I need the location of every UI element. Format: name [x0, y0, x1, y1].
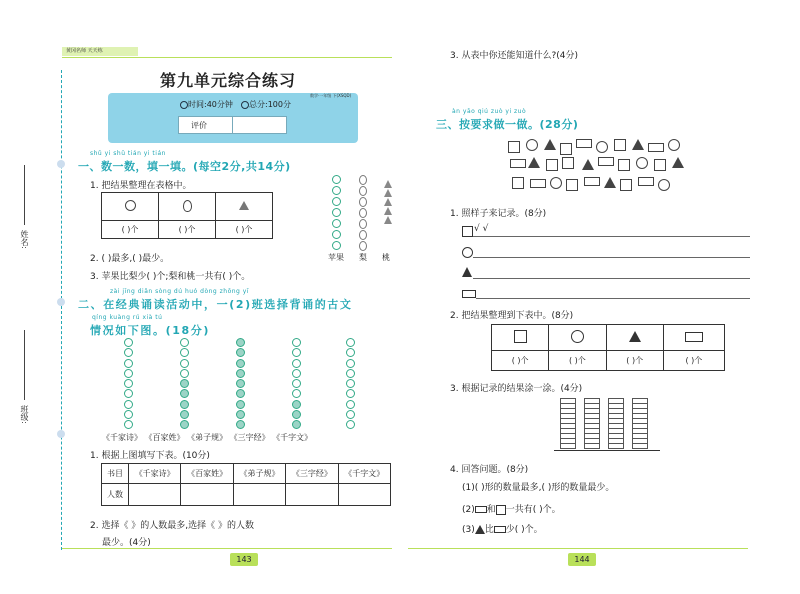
q4-3-mid: 比 [484, 525, 494, 535]
triangle-icon [604, 177, 616, 188]
side-dot-icon [57, 160, 65, 168]
square-icon [562, 157, 574, 169]
bead [292, 420, 301, 429]
shape-cell-circle [549, 325, 606, 351]
square-icon [654, 159, 666, 171]
square-count[interactable]: ( )个 [492, 351, 549, 371]
bead [180, 400, 189, 409]
record-example: √ √ [474, 224, 489, 234]
circle-icon [658, 179, 670, 191]
info-box [108, 93, 358, 143]
apple-cell [102, 193, 159, 221]
record-line-2[interactable] [473, 257, 750, 258]
bead [124, 389, 133, 398]
apple-count: ( )个 [102, 221, 159, 239]
bead [346, 379, 355, 388]
bead-column-2 [180, 338, 189, 432]
bead [346, 410, 355, 419]
header-rule [62, 57, 392, 58]
bead [346, 338, 355, 347]
triangle-icon [544, 139, 556, 150]
shape-table [491, 324, 725, 371]
q3-question: 3. 从表中你还能知道什么?(4分) [450, 51, 578, 61]
fruit-stack-peach [384, 180, 394, 224]
bead [124, 348, 133, 357]
peach-count: ( )个 [216, 221, 273, 239]
bead [236, 420, 245, 429]
bead [346, 359, 355, 368]
rectangle-icon [685, 332, 703, 342]
sec1-pinyin: shǔ yi shǔ tián yi tián [90, 150, 166, 157]
fruit-stack-apple [332, 175, 340, 250]
square-icon [560, 143, 572, 155]
grade-badge: 数学·一年级 下(XSQD) [310, 93, 352, 98]
record-line-3[interactable] [473, 278, 750, 279]
triangle-icon [632, 139, 644, 150]
bead [180, 338, 189, 347]
bead [124, 400, 133, 409]
bead-column-5 [346, 338, 355, 432]
sec2-pinyin-1: zài jīng diǎn sòng dú huó dòng zhōng yī [110, 288, 249, 295]
rectangle-icon [638, 177, 654, 186]
bead [124, 379, 133, 388]
side-dot-icon [57, 430, 65, 438]
eval-box [178, 116, 287, 134]
bead [346, 389, 355, 398]
bead-column-4 [292, 338, 301, 432]
triangle-icon [582, 159, 594, 170]
square-icon [514, 330, 527, 343]
score-icon [241, 101, 249, 109]
grid-cell[interactable] [560, 443, 576, 449]
q4-3-post: 少( )个。 [505, 525, 543, 535]
bead [236, 379, 245, 388]
eval-label: 评价 [191, 121, 207, 130]
book-table [101, 463, 391, 506]
table-row-label: 人数 [102, 484, 129, 506]
bead [236, 369, 245, 378]
table-book-cell: 《千字文》 [338, 464, 390, 484]
bead [346, 420, 355, 429]
triangle-count[interactable]: ( )个 [606, 351, 663, 371]
binding-line [61, 70, 62, 550]
bead [292, 410, 301, 419]
peach-icon [239, 201, 249, 210]
q2-2-line2: 最少。(4分) [102, 538, 151, 548]
fruit-label-peach: 桃 [382, 253, 390, 262]
rectangle-icon [584, 177, 600, 186]
r-q1: 1. 照样子来记录。(8分) [450, 209, 547, 219]
square-icon [546, 159, 558, 171]
apple-icon [125, 200, 136, 211]
bead [236, 359, 245, 368]
bead [180, 420, 189, 429]
bead [292, 389, 301, 398]
q1-1: 1. 把结果整理在表格中。 [90, 181, 192, 191]
square-icon [508, 141, 520, 153]
series-tag: 黄冈名师 天天练 [62, 47, 138, 56]
sec2-title-line1: 二、在经典诵读活动中，一(2)班选择背诵的古文 [78, 298, 353, 311]
bead [180, 348, 189, 357]
side-name-line [24, 165, 25, 225]
shape-cell-triangle [606, 325, 663, 351]
bead [180, 379, 189, 388]
q2-1: 1. 根据上图填写下表。(10分) [90, 451, 210, 461]
right-page [400, 0, 800, 594]
fruit-label-apple: 苹果 [328, 253, 344, 262]
r-q4-3 [462, 522, 543, 535]
triangle-icon [672, 157, 684, 168]
square-icon [462, 226, 473, 237]
bead [292, 359, 301, 368]
bead [236, 338, 245, 347]
r-q3: 3. 根据记录的结果涂一涂。(4分) [450, 384, 583, 394]
book-row [102, 432, 312, 443]
bead [124, 410, 133, 419]
rectangle-icon [648, 143, 664, 152]
side-name-label: 姓名: [20, 230, 29, 249]
triangle-icon [475, 525, 485, 534]
fruit-table [101, 192, 273, 239]
table-head-cell: 书目 [102, 464, 129, 484]
r-q4-1: (1)( )形的数量最多,( )形的数量最少。 [462, 483, 615, 493]
sec2-title-line2: 情况如下图。(18分) [90, 324, 210, 337]
circle-icon [571, 330, 584, 343]
bead [180, 410, 189, 419]
record-line-1[interactable] [473, 236, 750, 237]
shape-cell-square [492, 325, 549, 351]
record-line-4[interactable] [476, 298, 750, 299]
table-book-cell: 《三字经》 [286, 464, 338, 484]
book-label: 《百家姓》 [144, 433, 185, 442]
triangle-icon [528, 157, 540, 168]
bead [236, 389, 245, 398]
square-icon [496, 505, 506, 515]
circle-count[interactable]: ( )个 [549, 351, 606, 371]
bead [236, 410, 245, 419]
grid-baseline [554, 450, 660, 451]
table-book-cell: 《百家姓》 [181, 464, 233, 484]
square-icon [614, 139, 626, 151]
bead [346, 400, 355, 409]
bead [292, 338, 301, 347]
bead [236, 400, 245, 409]
r-q2: 2. 把结果整理到下表中。(8分) [450, 311, 574, 321]
q4-3-pre: (3) [462, 525, 475, 535]
bead [124, 369, 133, 378]
grid-cell[interactable] [632, 443, 648, 449]
side-class-line [24, 330, 25, 400]
side-dot-icon [57, 298, 65, 306]
triangle-icon [462, 267, 472, 277]
q2-2-line1: 2. 选择《 》的人数最多,选择《 》的人数 [90, 521, 255, 531]
footer-rule [408, 548, 748, 549]
bead [346, 369, 355, 378]
shape-cell-rectangle [663, 325, 724, 351]
rectangle-icon [510, 159, 526, 168]
triangle-icon [629, 331, 641, 342]
shape-cluster [500, 135, 700, 197]
sec1-title: 一、数一数，填一填。(每空2分,共14分) [78, 160, 291, 173]
rectangle-icon [475, 506, 487, 513]
q1-3: 3. 苹果比梨少( )个;梨和桃一共有( )个。 [90, 272, 251, 282]
table-book-cell: 《千家诗》 [129, 464, 181, 484]
time-text: 时间:40分钟 [188, 100, 233, 109]
page-number: 144 [568, 553, 596, 566]
circle-icon [668, 139, 680, 151]
page-number: 143 [230, 553, 258, 566]
book-label: 《三字经》 [229, 433, 270, 442]
side-class-label: 班级: [20, 405, 29, 424]
rectangle-icon [530, 179, 546, 188]
square-icon [618, 159, 630, 171]
q1-2: 2. ( )最多,( )最少。 [90, 254, 170, 264]
rectangle-count[interactable]: ( )个 [663, 351, 724, 371]
sec3-pinyin: àn yāo qiú zuò yi zuò [452, 108, 527, 115]
bead-column-1 [124, 338, 133, 432]
bead-chart [100, 338, 400, 433]
book-label: 《千家诗》 [102, 433, 142, 442]
bead [180, 359, 189, 368]
table-book-cell: 《弟子规》 [233, 464, 285, 484]
q4-2-pre: (2) [462, 505, 475, 515]
square-icon [620, 179, 632, 191]
square-icon [512, 177, 524, 189]
peach-cell [216, 193, 273, 221]
bead [292, 348, 301, 357]
bead [124, 420, 133, 429]
rectangle-icon [576, 139, 592, 148]
bead [180, 369, 189, 378]
bead [346, 348, 355, 357]
grid-cell[interactable] [584, 443, 600, 449]
circle-icon [636, 157, 648, 169]
book-label: 《弟子规》 [187, 433, 228, 442]
r-q4: 4. 回答问题。(8分) [450, 465, 529, 475]
clock-icon [180, 101, 188, 109]
bead [180, 389, 189, 398]
rectangle-icon [598, 157, 614, 166]
bead [292, 369, 301, 378]
pear-icon [183, 200, 192, 212]
square-icon [566, 179, 578, 191]
footer-rule [62, 548, 392, 549]
pear-cell [159, 193, 216, 221]
circle-icon [550, 177, 562, 189]
table-empty-cell[interactable] [181, 484, 233, 506]
score-text: 总分:100分 [249, 100, 291, 109]
bead [292, 379, 301, 388]
circle-icon [462, 247, 473, 258]
table-empty-cell[interactable] [338, 484, 390, 506]
table-empty-cell[interactable] [129, 484, 181, 506]
fruit-label-pear: 梨 [359, 253, 367, 262]
sec2-pinyin-2: qíng kuàng rú xià tú [92, 314, 163, 321]
book-label: 《千字文》 [272, 433, 313, 442]
bead [124, 359, 133, 368]
coloring-grid[interactable] [560, 398, 660, 454]
r-q4-2 [462, 502, 561, 515]
q4-2-post: 一共有( )个。 [505, 505, 561, 515]
sec3-title: 三、按要求做一做。(28分) [436, 118, 579, 131]
bead [236, 348, 245, 357]
bead [124, 338, 133, 347]
rectangle-icon [494, 526, 506, 533]
eval-divider [232, 117, 233, 133]
bead [292, 400, 301, 409]
grid-cell[interactable] [608, 443, 624, 449]
table-empty-cell[interactable] [286, 484, 338, 506]
rectangle-icon [462, 290, 476, 298]
q4-2-mid: 和 [486, 505, 496, 515]
page-title: 第九单元综合练习 [160, 71, 297, 90]
circle-icon [526, 139, 538, 151]
bead-column-3 [236, 338, 245, 432]
table-empty-cell[interactable] [233, 484, 285, 506]
circle-icon [596, 141, 608, 153]
fruit-stack-pear [359, 175, 367, 251]
pear-count: ( )个 [159, 221, 216, 239]
